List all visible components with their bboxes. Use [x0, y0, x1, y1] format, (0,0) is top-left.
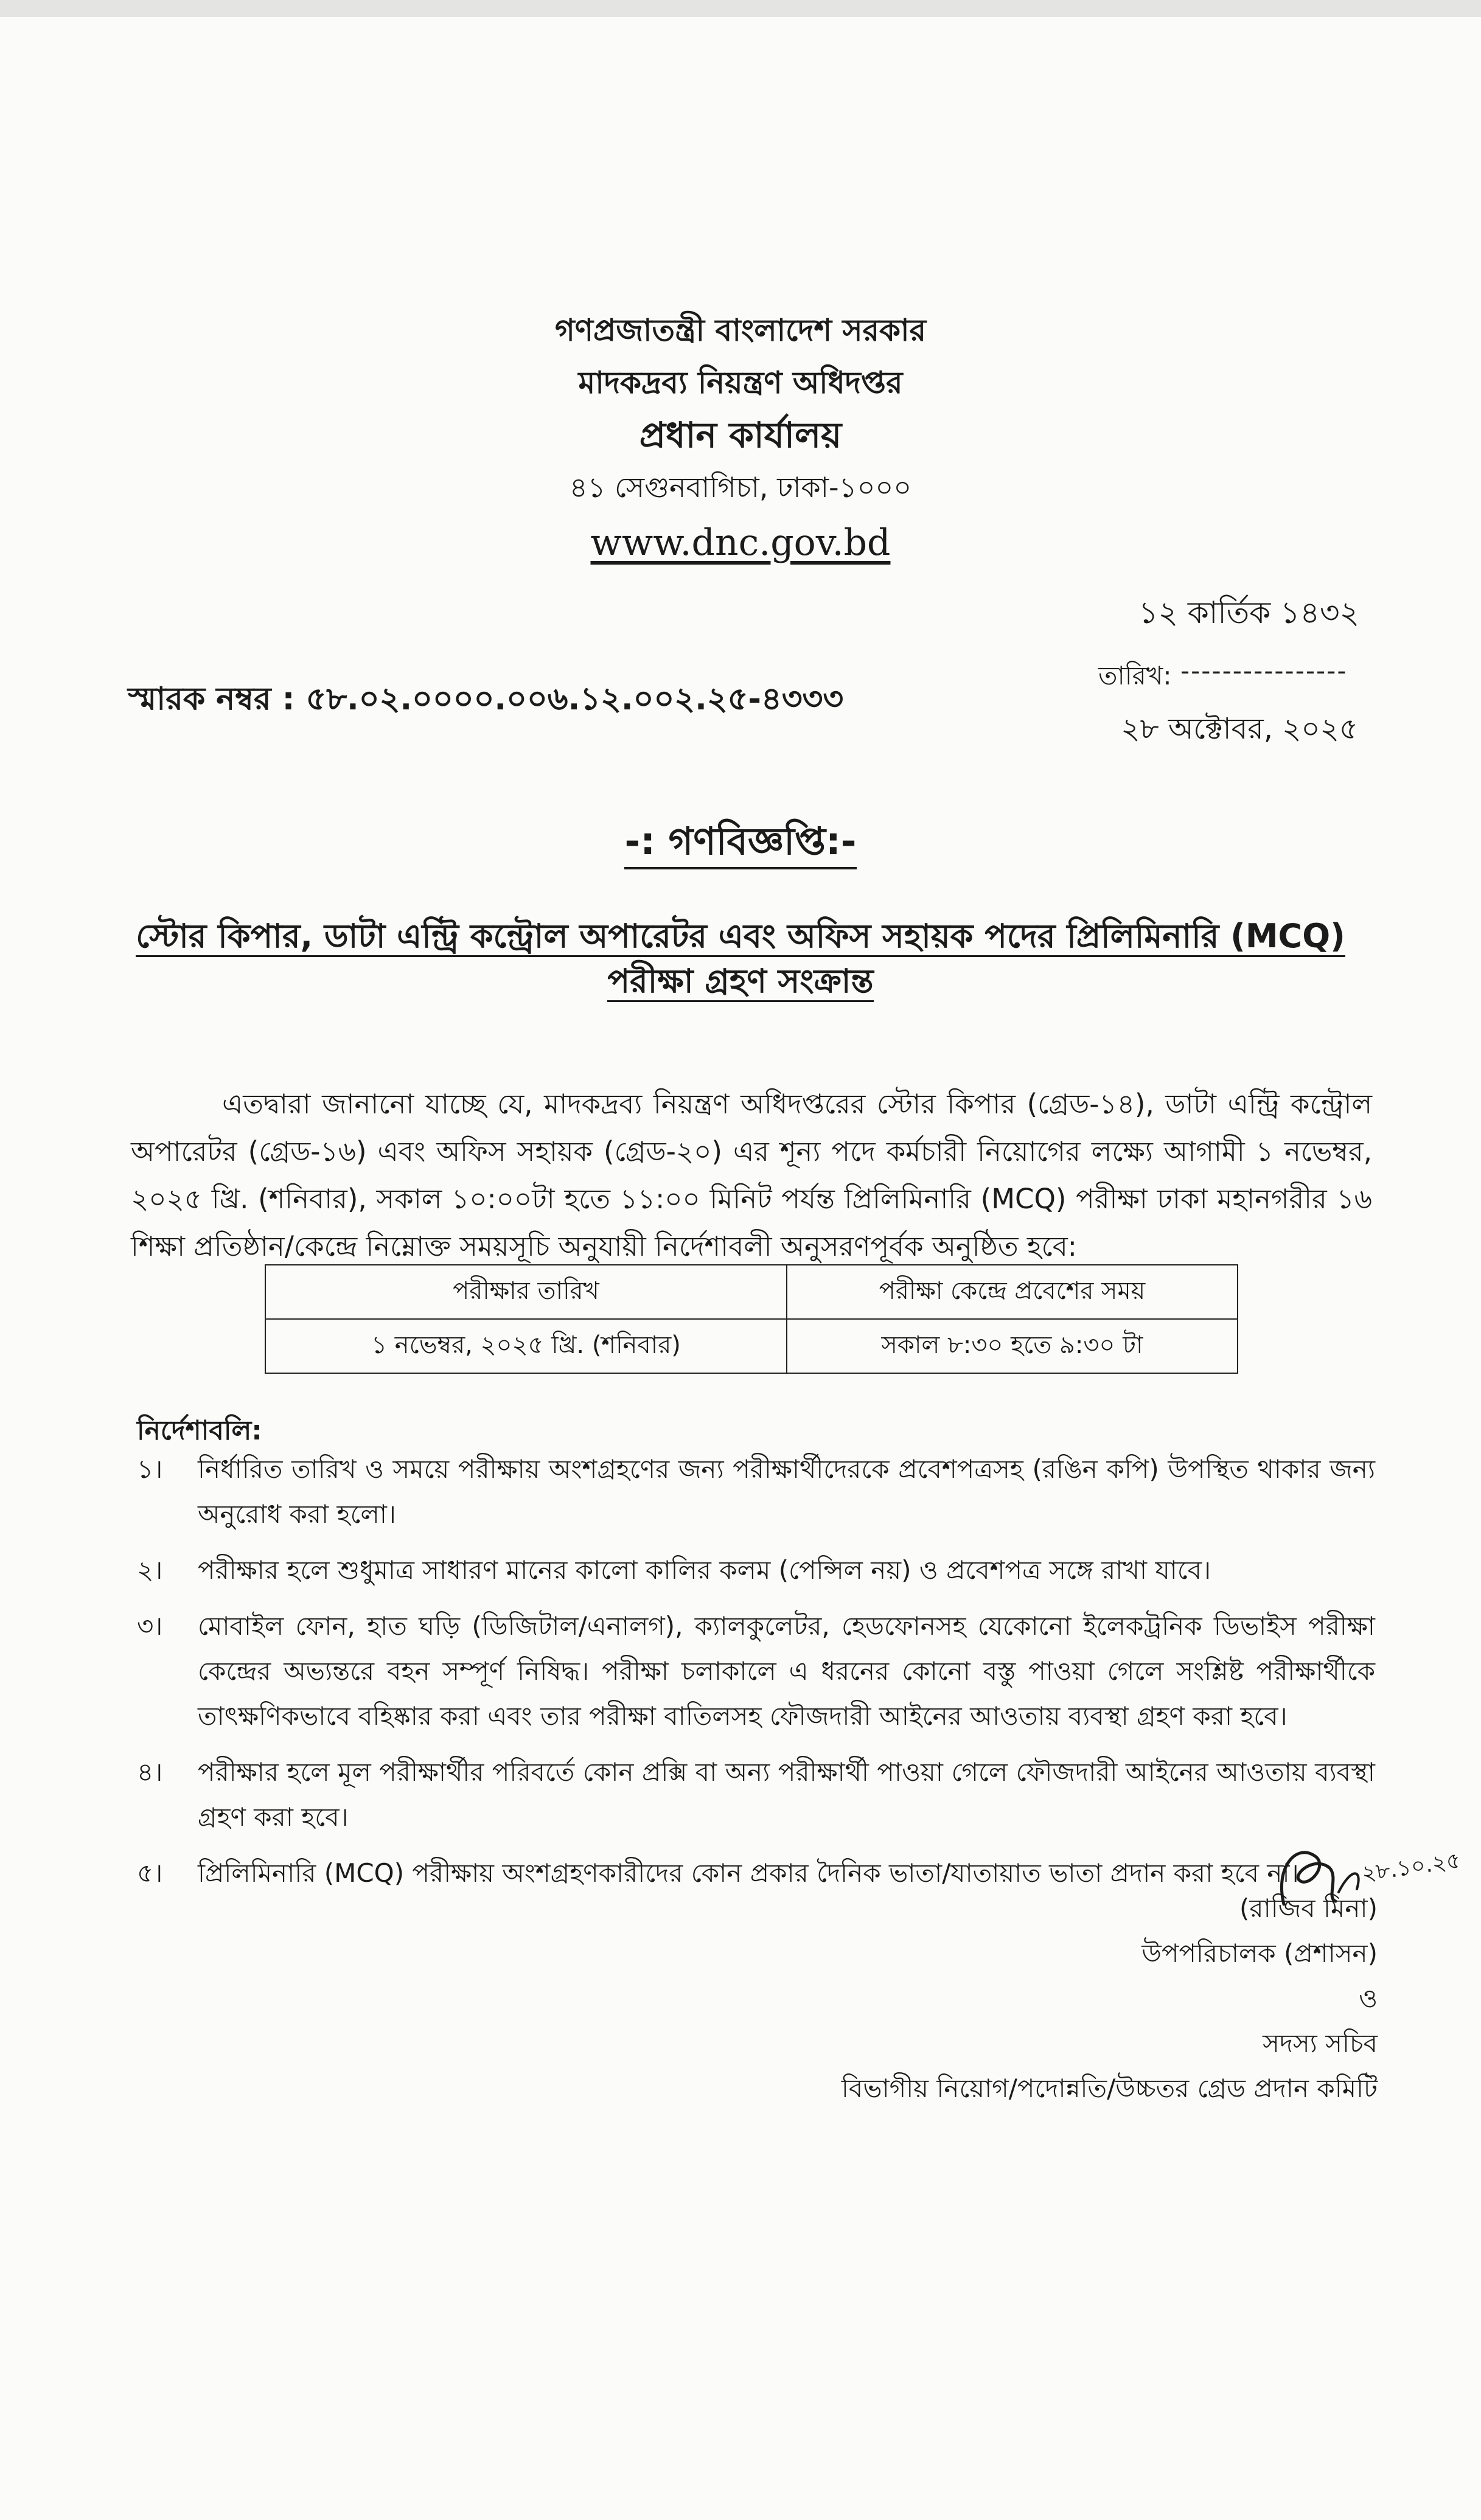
- instructions-list: [137, 1447, 1375, 1907]
- date-separator: ----------------: [1180, 656, 1348, 686]
- office-name: প্রধান কার্যালয়: [639, 414, 842, 456]
- instruction-number: ৫।: [137, 1858, 163, 1888]
- signatory-designation: উপপরিচালক (প্রশাসন): [1141, 1938, 1378, 1968]
- instruction-number: ৪।: [137, 1757, 163, 1787]
- date-label: তারিখ:: [1098, 661, 1172, 691]
- intro-paragraph: [131, 1081, 1372, 1270]
- exam-date-cell: ১ নভেম্বর, ২০২৫ খ্রি. (শনিবার): [265, 1319, 787, 1373]
- entry-time-cell: সকাল ৮:৩০ হতে ৯:৩০ টা: [787, 1319, 1238, 1373]
- website-link[interactable]: www.dnc.gov.bd: [590, 521, 891, 564]
- subject-line-2: পরীক্ষা গ্রহণ সংক্রান্ত: [607, 962, 873, 1002]
- instruction-number: ২।: [137, 1555, 163, 1585]
- department-name: মাদকদ্রব্য নিয়ন্ত্রণ অধিদপ্তর: [578, 365, 903, 400]
- instruction-item: [137, 1548, 1375, 1593]
- notice-title: [0, 813, 1481, 875]
- signatory-conjunction: ও: [1359, 1983, 1378, 2013]
- instruction-text: মোবাইল ফোন, হাত ঘড়ি (ডিজিটাল/এনালগ), ক্যালকুলেটর, হেডফোনসহ যেকোনো ইলেকট্রনিক ডিভাইস পরীক্ষা কেন্দ্রের অভ্যন্তরে বহন সম্পূর্ণ নিষিদ্ধ। পরীক্ষা চলাকালে এ ধরনের কোনো বস্তু পাওয়া গেলে সংশ্লিষ্ট পরীক্ষার্থীকে তাৎক্ষণিকভাবে বহিষ্কার করা এবং তার পরীক্ষা বাতিলসহ ফৌজদারী আইনের আওতায় ব্যবস্থা গ্রহণ করা হবে।: [198, 1611, 1375, 1731]
- schedule-table: [265, 1264, 1238, 1374]
- subject: [122, 914, 1359, 1004]
- instruction-item: [137, 1604, 1375, 1739]
- instruction-text: প্রিলিমিনারি (MCQ) পরীক্ষায় অংশগ্রহণকারীদের কোন প্রকার দৈনিক ভাতা/যাতায়াত ভাতা প্রদান করা হবে না।: [198, 1858, 1299, 1888]
- signatory-name: (রাজিব মিনা): [1239, 1893, 1378, 1923]
- notice-title-text: -: গণবিজ্ঞপ্তি:-: [624, 819, 856, 869]
- instruction-item: [137, 1447, 1375, 1537]
- intro-text: এতদ্বারা জানানো যাচ্ছে যে, মাদকদ্রব্য নিয়ন্ত্রণ অধিদপ্তরের স্টোর কিপার (গ্রেড-১৪), ডাটা এন্ট্রি কন্ট্রোল অপারেটর (গ্রেড-১৬) এবং অফিস সহায়ক (গ্রেড-২০) এর শূন্য পদে কর্মচারী নিয়োগের লক্ষ্যে আগামী ১ নভেম্বর, ২০২৫ খ্রি. (শনিবার), সকাল ১০:০০টা হতে ১১:০০ মিনিট পর্যন্ত প্রিলিমিনারি (MCQ) পরীক্ষা ঢাকা মহানগরীর ১৬ শিক্ষা প্রতিষ্ঠান/কেন্দ্রে নিম্নোক্ত সময়সূচি অনুযায়ী নির্দেশাবলী অনুসরণপূর্বক অনুষ্ঠিত হবে:: [131, 1088, 1372, 1262]
- office-address: ৪১ সেগুনবাগিচা, ঢাকা-১০০০: [569, 471, 912, 504]
- bangla-date: ১২ কার্তিক ১৪৩২: [1138, 595, 1359, 630]
- table-header-entry-time: পরীক্ষা কেন্দ্রে প্রবেশের সময়: [787, 1265, 1238, 1319]
- signatory-block: [842, 1886, 1378, 2111]
- subject-line-1: স্টোর কিপার, ডাটা এন্ট্রি কন্ট্রোল অপারেটর এবং অফিস সহায়ক পদের প্রিলিমিনারি (MCQ): [136, 917, 1345, 957]
- table-header-row: [265, 1265, 1238, 1319]
- instructions-heading: নির্দেশাবলি:: [137, 1415, 262, 1446]
- letterhead: [0, 304, 1481, 572]
- instruction-number: ৩।: [137, 1611, 163, 1641]
- instruction-number: ১।: [137, 1454, 163, 1484]
- signatory-committee: বিভাগীয় নিয়োগ/পদোন্নতি/উচ্চতর গ্রেড প্রদান কমিটি: [841, 2073, 1378, 2103]
- table-row: [265, 1319, 1238, 1373]
- instruction-text: পরীক্ষার হলে মূল পরীক্ষার্থীর পরিবর্তে কোন প্রক্সি বা অন্য পরীক্ষার্থী পাওয়া গেলে ফৌজদারী আইনের আওতায় ব্যবস্থা গ্রহণ করা হবে।: [198, 1757, 1375, 1832]
- instruction-text: নির্ধারিত তারিখ ও সময়ে পরীক্ষায় অংশগ্রহণের জন্য পরীক্ষার্থীদেরকে প্রবেশপত্রসহ (রঙিন কপি) উপস্থিত থাকার জন্য অনুরোধ করা হলো।: [198, 1454, 1375, 1529]
- signatory-role: সদস্য সচিব: [1263, 2028, 1378, 2058]
- table-header-exam-date: পরীক্ষার তারিখ: [265, 1265, 787, 1319]
- scan-edge: [0, 0, 1481, 17]
- instruction-text: পরীক্ষার হলে শুধুমাত্র সাধারণ মানের কালো কালির কলম (পেন্সিল নয়) ও প্রবেশপত্র সঙ্গে রাখা যাবে।: [198, 1555, 1211, 1585]
- instruction-item: [137, 1750, 1375, 1840]
- english-date: ২৮ অক্টোবর, ২০২৫: [1121, 712, 1358, 746]
- signature-date: ২৮.১০.২৫: [1360, 1848, 1462, 1887]
- memo-number: স্মারক নম্বর : ৫৮.০২.০০০০.০০৬.১২.০০২.২৫-৪৩৩৩: [128, 681, 844, 717]
- government-name: গণপ্রজাতন্ত্রী বাংলাদেশ সরকার: [555, 313, 926, 348]
